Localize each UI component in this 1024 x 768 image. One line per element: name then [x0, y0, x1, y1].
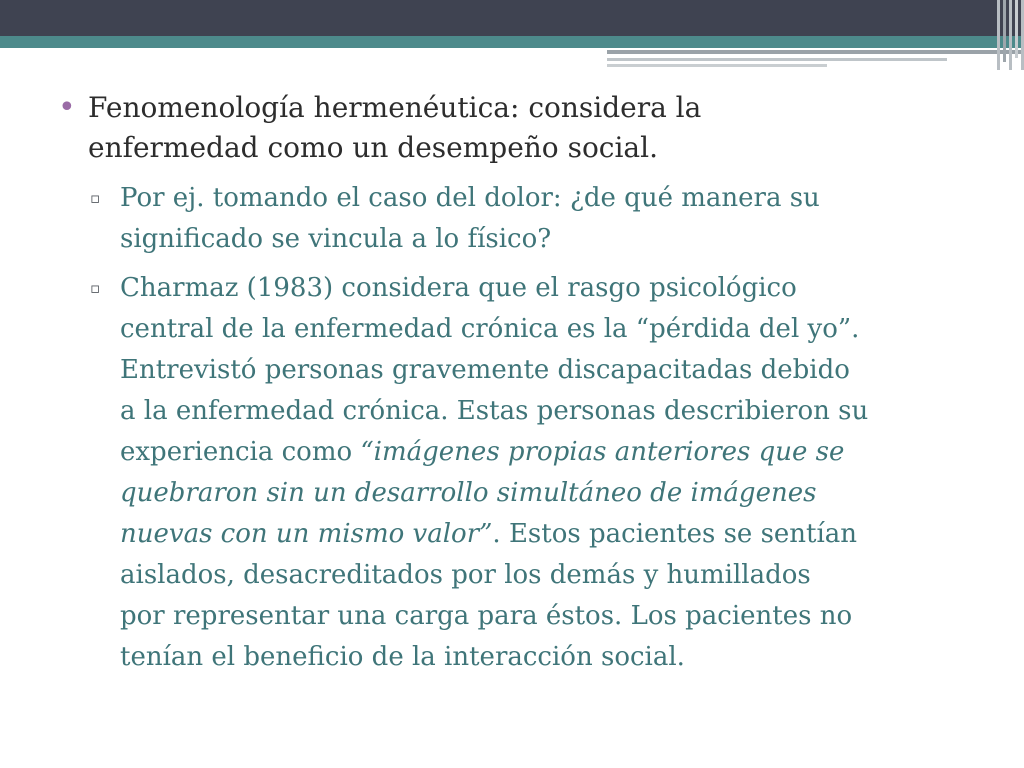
corner-stripe [1003, 0, 1006, 62]
corner-stripe [1015, 0, 1018, 58]
sub-point-line: aislados, desacreditados por los demás y humillados [120, 560, 811, 590]
sub-point-line: Charmaz (1983) considera que el rasgo psicológico [120, 273, 797, 303]
header-accent-line [607, 64, 827, 67]
quote-text: quebraron sin un desarrollo simultáneo de imágenes [120, 478, 817, 508]
main-point-line: enfermedad como un desempeño social. [88, 131, 658, 164]
sub-point-line: central de la enfermedad crónica es la “pérdida del yo”. [120, 314, 860, 344]
header-accent-line [607, 58, 947, 61]
corner-stripe [1009, 0, 1012, 70]
sub-point-line [120, 473, 978, 514]
sub-point-line: Por ej. tomando el caso del dolor: ¿de qué manera su [120, 183, 820, 213]
sub-point-line: significado se vincula a lo físico? [120, 224, 552, 254]
sub-bullet-item [90, 178, 978, 260]
sub-point-line [120, 432, 978, 473]
header-accent-line [607, 50, 1024, 54]
square-bullet-icon: ▫ [90, 279, 101, 297]
sub-point-line: tenían el beneficio de la interacción social. [120, 642, 685, 672]
corner-stripes [990, 0, 1024, 70]
quote-text: nuevas con un mismo valor” [120, 519, 493, 549]
sub-point-line: por representar una carga para éstos. Los pacientes no [120, 601, 853, 631]
sub-point-line: a la enfermedad crónica. Estas personas describieron su [120, 396, 869, 426]
main-point-line: Fenomenología hermenéutica: considera la [88, 91, 702, 124]
slide-body [58, 88, 978, 686]
header-band-teal [0, 36, 1024, 48]
main-point-text [88, 88, 908, 168]
sub-point-text [120, 178, 978, 260]
sub-bullet-item [90, 268, 978, 678]
square-bullet-icon: ▫ [90, 189, 101, 207]
header-band-dark [0, 0, 1024, 36]
sub-point-text [120, 268, 978, 678]
bullet-dot-icon: • [58, 90, 76, 125]
plain-text: . Estos pacientes se sentían [492, 519, 858, 549]
bullet-item-main [58, 88, 978, 168]
sub-point-line [120, 514, 978, 555]
quote-text: “imágenes propias anteriores que se [360, 437, 845, 467]
plain-text: experiencia como [120, 437, 361, 467]
corner-stripe [997, 0, 1000, 70]
sub-point-line: Entrevistó personas gravemente discapacitadas debido [120, 355, 850, 385]
